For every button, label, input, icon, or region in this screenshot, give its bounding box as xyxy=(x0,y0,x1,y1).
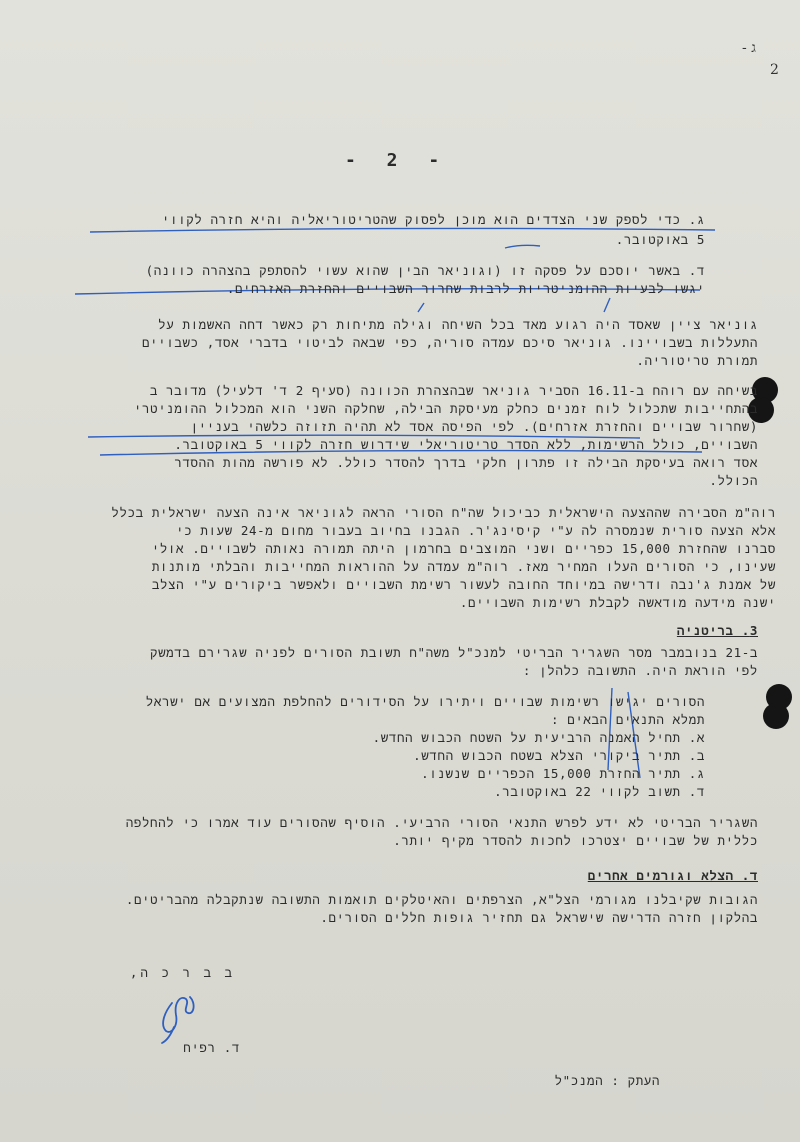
condition-item-d: ד. תשוב לקווי 22 באוקטובר. xyxy=(494,784,705,799)
section-3-after-1: השגריר הבריטי לא ידע לפרש התנאי הסורי הרביעי. הוסיף שהסורים עוד אמרו כי להחלפה xyxy=(125,815,758,830)
section-4-heading: ד. הצלא וגורמים אחרים xyxy=(587,868,758,883)
section-4-line-2: בהלקון חזרה הדרישה שישראל גם תחזיר גופות חללים הסורים. xyxy=(320,910,758,925)
section-3-heading: 3. בריטניה xyxy=(676,623,758,638)
corner-mark-bottom: 2 xyxy=(770,62,779,78)
section-g-line-2: 5 באוקטובר. xyxy=(615,232,705,247)
condition-item-a: א. תחיל האמנה הרביעית על השטח הכבוש החדש. xyxy=(372,730,705,745)
underline-date xyxy=(505,245,540,248)
section-g-line-1: ג. כדי לספק שני הצדדים הוא מוכן לפסוק שהטריטוריאליה והיא חזרה לקווי xyxy=(161,212,705,227)
para-pm-line-5: של אמנת ג'נבה ודרישה במיוחד החובה לעשור רשימת השבויים ולאפשר ביקורים ע"י הצלב xyxy=(151,577,776,592)
copy-recipients: העתק : המנכ"ל xyxy=(554,1073,660,1088)
closing-greeting: ב ב ר כ ה, xyxy=(129,965,235,980)
para-gunnar-line-1: גוניאר ציין שאסד היה רגוע מאד בכל השיחה וגילה מתיחות רק כאשר דחה האשמות על xyxy=(158,317,758,332)
handwritten-signature xyxy=(150,985,220,1045)
para-pm-line-6: ישנה מידעה מודאשה לקבלת רשימות השבויים. xyxy=(459,595,776,610)
para-phone-line-6: הכולל. xyxy=(709,473,758,488)
para-gunnar-line-3: תמורת טריטוריה. xyxy=(636,353,758,368)
corner-mark-top: - ג xyxy=(742,40,756,56)
section-d-line-2: יגשו לבעיות ההומניטריות לרבות שחרור השבויים והחזרת האזרחים. xyxy=(226,281,705,296)
section-3-after-2: כללית של שבויים יצטרכו לחכות להסדר מקיף יותר. xyxy=(393,833,758,848)
page-number: - 2 - xyxy=(345,150,450,171)
para-pm-line-2: אלא הצעה סורית שנמסרה לה ע"י קיסינג'ר. הגבנו בחיוב בעבור מחום מ-24 שעות כי xyxy=(176,523,776,538)
section-3-line-2: לפי הוראת היה. התשובה כלהלן : xyxy=(522,663,758,678)
para-phone-line-1: בשיחה עם רוהח ב-16.11 הסביר גוניאר שבהצהרת הכוונה (סעיף 2 ד' דלעיל) מדובר ב xyxy=(149,383,758,398)
para-phone-line-5: אסד רואה בעיסקת הבילה זו פתרון חלקי בדרך להסדר כולל. לא פורשה מהות ההסדר xyxy=(174,455,758,470)
section-3-intro-2: תמלא התנאים הבאים : xyxy=(550,712,705,727)
section-d-line-1: ד. באשר יוסכם על פסקה זו (וגוניאר הבין שהוא עשוי להסתפק בהצהרה כוונה) xyxy=(145,263,705,278)
condition-item-c: ג. תתיר החזרת 15,000 הכפריים שנשנו. xyxy=(421,766,705,781)
para-pm-line-4: שעינו, כי הסורים העלו המחיר מאז. רוה"מ עמדה על ההוראות המחייבות והבלתי מותנות xyxy=(151,559,776,574)
signer-name: ד. רפיח xyxy=(183,1040,240,1055)
para-phone-line-4: השבויים, כולל הרשימות, ללא הסדר טריטוריאלי שידרוש חזרה לקווי 5 באוקטובר. xyxy=(174,437,758,452)
para-phone-line-2: בהתחייבות שתכלול לוח זמנים כחלק מעיסקת הבילה, שחלקה השני הוא המכלול ההומניטרי xyxy=(133,401,758,416)
section-3-line-1: ב-21 בנובמבר מסר השגריר הבריטי למנכ"ל משה"ח תשובת הסורים לפניה שגרירם בדמשק xyxy=(149,645,758,660)
section-3-intro-1: הסורים יגישו רשימות שבויים ויתירו על הסידורים להחלפת המצועים אם ישראל xyxy=(145,694,705,709)
checkmark-2 xyxy=(604,298,610,312)
para-pm-line-1: רוה"מ הסבירה שההצעה הישראלית כביכול שה"ח הסורי הראה לגוניאר אינה הצעה ישראלית בכלל xyxy=(111,505,776,520)
checkmark-1 xyxy=(418,303,424,312)
section-4-line-1: הגובות שקיבלנו מגורמי הצל"א, הצרפתים והאיטלקים תואמות התשובה שנתקבלה מהבריטים. xyxy=(125,892,758,907)
para-gunnar-line-2: התעללות בשבויינו. גוניאר סיכם עמדה סוריה, כפי שבאה לביטוי בדברי אסד, כשבויים xyxy=(141,335,758,350)
condition-item-b: ב. תתיר ביקורי הצלא בשטח הכבוש החדש. xyxy=(413,748,705,763)
para-pm-line-3: סברנו שהחזרת 15,000 כפריים ושני המוצבים בחרמון היתה תמורה נאותה לשבויים. אולי xyxy=(151,541,776,556)
para-phone-line-3: (שחרור שבויים והחזרת אזרחים). לפי הפיסה אסד לא תהיה תזוזה כלשהי בעניין xyxy=(190,419,758,434)
